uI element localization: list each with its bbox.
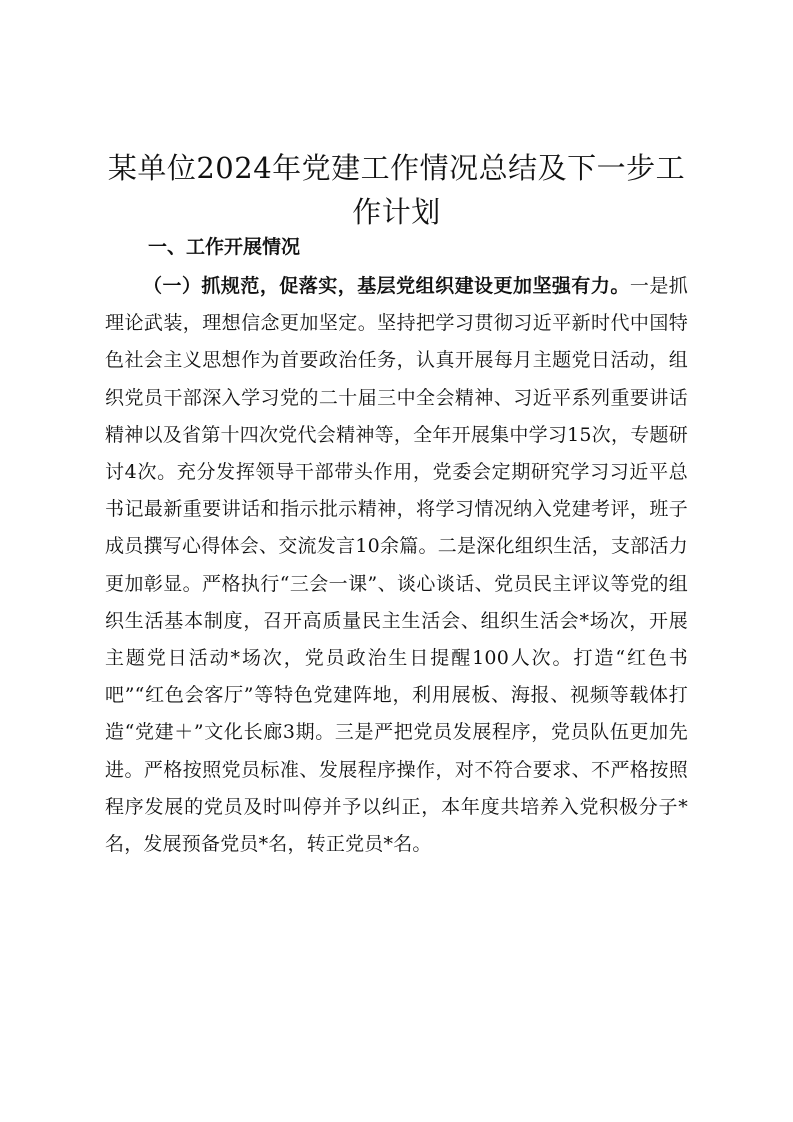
paragraph-body-text: 一是抓理论武装，理想信念更加坚定。坚持把学习贯彻习近平新时代中国特色社会主义思想作为首要政治任务，认真开展每月主题党日活动，组织党员干部深入学习党的二十届三中全会精神、习近平系列重要讲话精神以及省第十四次党代会精神等，全年开展集中学习15次，专题研讨4次。充分发挥领导干部带头作用，党委会定期研究学习习近平总书记最新重要讲话和指示批示精神，将学习情况纳入党建考评，班子成员撰写心得体会、交流发言10余篇。二是深化组织生活，支部活力更加彰显。严格执行“三会一课”、谈心谈话、党员民主评议等党的组织生活基本制度，召开高质量民主生活会、组织生活会*场次，开展主题党日活动*场次，党员政治生日提醒100人次。打造“红色书吧”“红色会客厅”等特色党建阵地，利用展板、海报、视频等载体打造“党建＋”文化长廊3期。三是严把党员发展程序，党员队伍更加先进。严格按照党员标准、发展程序操作，对不符合要求、不严格按照程序发展的党员及时叫停并予以纠正，本年度共培养入党积极分子*名，发展预备党员*名，转正党员*名。 [105, 275, 688, 856]
section-heading: 一、工作开展情况 [148, 236, 301, 258]
paragraph-lead-heading: （一）抓规范，促落实，基层党组织建设更加坚强有力。 [143, 275, 630, 297]
document-title: 某单位2024年党建工作情况总结及下一步工作计划 [107, 151, 686, 229]
body-paragraph [105, 268, 688, 863]
